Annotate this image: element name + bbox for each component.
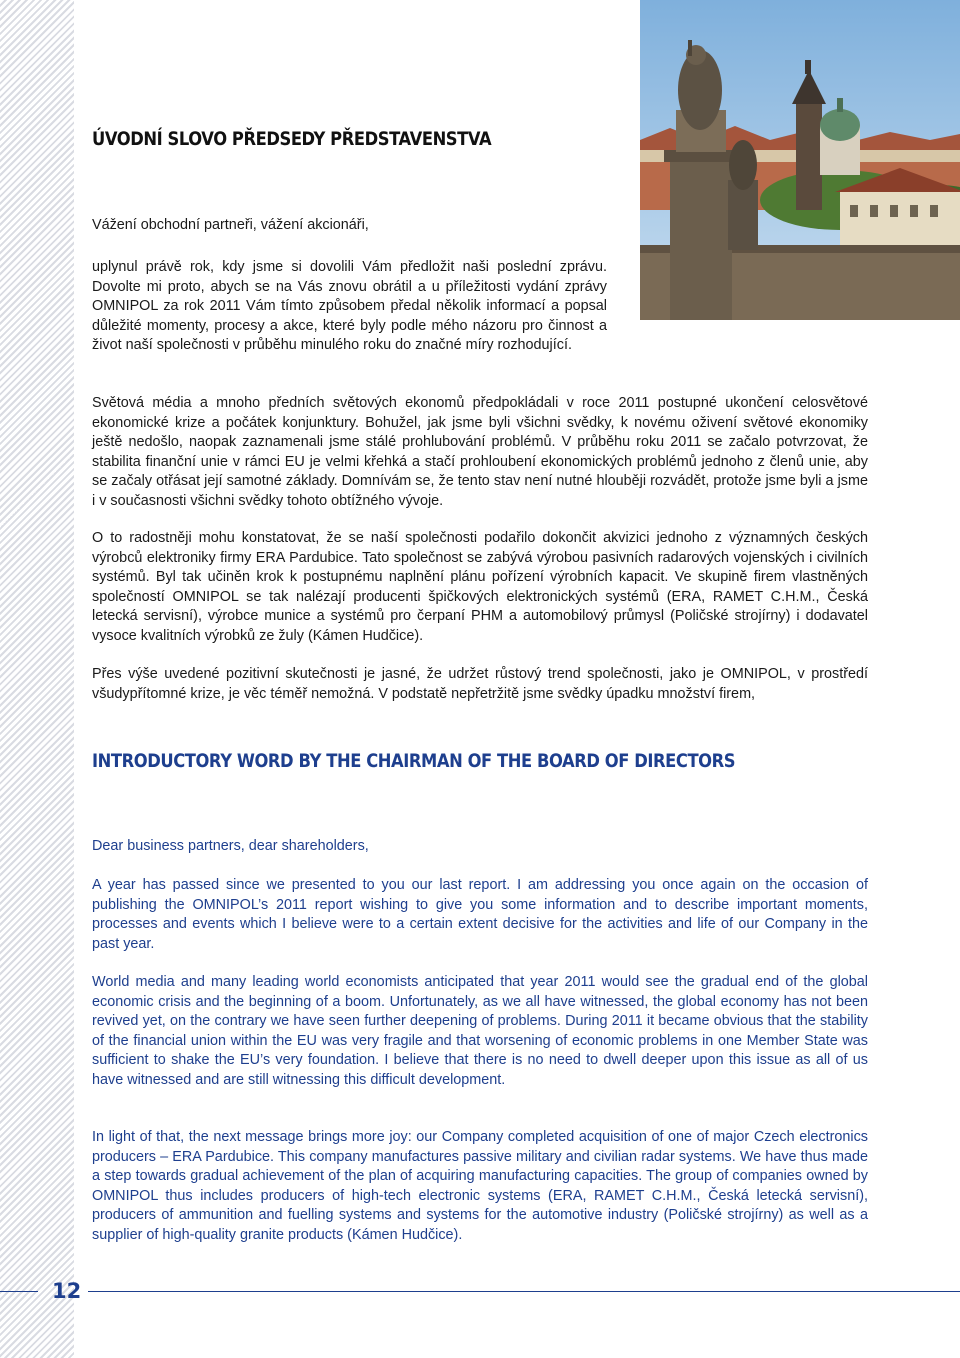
footer-rule-right [88, 1291, 960, 1292]
czech-salutation: Vážení obchodní partneři, vážení akcionáři, [92, 217, 369, 233]
english-paragraph-2: World media and many leading world economists anticipated that year 2011 would see the gradual end of the global economic crisis and the beginning of a boom. Unfortunately, as we all have witnessed, the global economy has not been revived yet, on the contrary we have seen further deepening of problems. During 2011 it became obvious that the stability of the financial union within the EU was very fragile and that worsening of economic problems in one Member State was sufficient to shake the EU’s very foundation. I believe that there is no need to dwell deeper upon this issue as all of us have witnessed and are still witnessing this difficult development. [92, 974, 868, 1088]
english-salutation: Dear business partners, dear shareholders, [92, 838, 369, 854]
page-number: 12 [52, 1279, 82, 1303]
czech-paragraph-4: Přes výše uvedené pozitivní skutečnosti je jasné, že udržet růstový trend společnosti, jako je OMNIPOL, v prostředí všudypřítomné krize, je věc téměř nemožná. V podstatě nepřetržitě jsme svědky úpadku množství firem, [92, 666, 868, 702]
english-section-heading: INTRODUCTORY WORD BY THE CHAIRMAN OF THE BOARD OF DIRECTORS [92, 750, 736, 772]
decorative-stripe-band [0, 0, 74, 1358]
footer-rule-left [0, 1291, 38, 1292]
czech-section-heading: ÚVODNÍ SLOVO PŘEDSEDY PŘEDSTAVENSTVA [92, 128, 492, 150]
prague-charles-bridge-photo [640, 0, 960, 320]
czech-paragraph-1: uplynul právě rok, kdy jsme si dovolili Vám předložit naši poslední zprávu. Dovolte mi proto, abych se na Vás znovu obrátil a u příležitosti vydání zprávy OMNIPOL za rok 2011 Vám tímto způsobem předal několik informací a popsal důležité momenty, procesy a akce, které byly podle mého názoru pro činnost a život naší společnosti v průběhu minulého roku do značné míry rozhodující. [92, 259, 607, 353]
english-paragraph-3: In light of that, the next message brings more joy: our Company completed acquisition of one of major Czech electronics producers – ERA Pardubice. This company manufactures passive military and civilian radar systems. We have thus made a step towards gradual achievement of the plan of acquiring manufacturing capacities. The group of companies owned by OMNIPOL thus includes producers of high-tech electronic systems (ERA, RAMET C.H.M., Česká letecká servisní), producers of ammunition and fuelling systems and systems for the automotive industry (Poličské strojírny) as well as a supplier of high-quality granite products (Kámen Hudčice). [92, 1129, 868, 1243]
english-paragraph-1: A year has passed since we presented to you our last report. I am addressing you once again on the occasion of publishing the OMNIPOL’s 2011 report wishing to give you some information and to describe important moments, processes and events which I believe were to a certain extent decisive for the activities and life of our Company in the past year. [92, 877, 868, 952]
czech-paragraph-2: Světová média a mnoho předních světových ekonomů předpokládali v roce 2011 postupné ukončení celosvětové ekonomické krize a počátek konjunktury. Bohužel, jak jsme byli všichni svědky, k novému oživení světové ekonomiky ještě nedošlo, naopak zaznamenali jsme stálé prohlubování problémů. V průběhu roku 2011 se začalo potvrzovat, že stabilita finanční unie v rámci EU je velmi křehká a stačí prohloubení ekonomických problémů jednoho z členů unie, aby se začaly otřásat její samotné základy. Domnívám se, že tento stav není nutné hlouběji rozvádět, protože jsme byli a jsme i v současnosti všichni svědky tohoto obtížného vývoje. [92, 395, 868, 509]
czech-paragraph-3: O to radostněji mohu konstatovat, že se naší společnosti podařilo dokončit akvizici jednoho z významných českých výrobců elektroniky firmy ERA Pardubice. Tato společnost se zabývá výrobou pasivních radarových vojenských i civilních systémů. Byl tak učiněn krok k postupnému naplnění plánu pořízení výrobních kapacit. Ve skupině firem vlastněných společností OMNIPOL se tak nalézají producenti špičkových elektronických systémů (ERA, RAMET C.H.M., Česká letecká servisní), výrobce munice a systémů pro čerpaní PHM a automobilový průmysl (Poličské strojírny) i dodavatel vysoce kvalitních výrobků ze žuly (Kámen Hudčice). [92, 530, 868, 644]
